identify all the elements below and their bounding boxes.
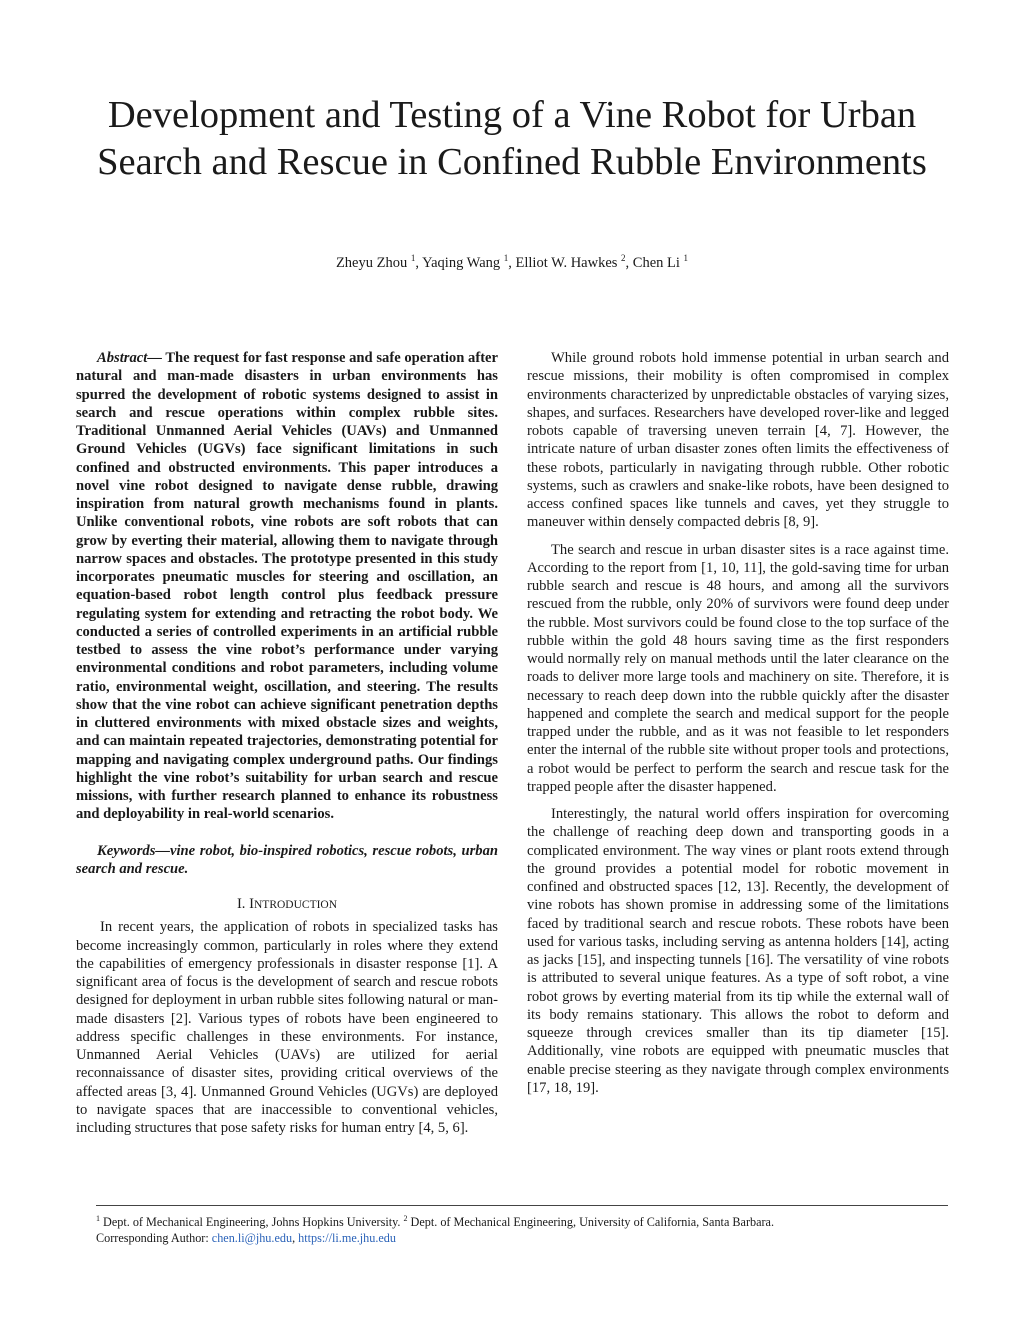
author-name: Yaqing Wang: [422, 254, 501, 271]
affiliation-mark: 1: [410, 253, 416, 263]
footnote-divider: [96, 1205, 948, 1206]
section-heading: [76, 895, 498, 914]
author-name: Chen Li: [632, 254, 680, 271]
paper-title: Development and Testing of a Vine Robot for Urban Search and Rescue in Confined Rubble Environments: [97, 94, 927, 183]
section-number: I.: [236, 896, 246, 912]
website-link[interactable]: https://li.me.jhu.edu: [298, 1231, 396, 1246]
section-title-rest: NTRODUCTION: [253, 899, 338, 911]
body-paragraph: While ground robots hold immense potential in urban search and rescue missions, their mobility is often compromised in complex environments characterized by unpredictable obstacles of varying sizes, shapes, and surfaces. Researchers have developed rover-like and legged robots capable of traversing uneven terrain [4, 7]. However, the intricate nature of urban disaster zones often limits the effectiveness of these robots, particularly in navigating through rubble. Other robotic systems, such as crawlers and snake-like robots, have been designed to access confined spaces like tunnels and caves, yet they struggle to maneuver within densely compacted debris [8, 9].: [527, 350, 949, 531]
affiliation-mark: 1: [503, 253, 509, 263]
affiliation-1: Dept. of Mechanical Engineering, Johns Hopkins University.: [103, 1215, 401, 1230]
abstract-label: Abstract: [97, 350, 148, 366]
affiliation-mark: 2: [403, 1214, 408, 1223]
author-name: Zheyu Zhou: [335, 254, 408, 271]
body-paragraph: The search and rescue in urban disaster sites is a race against time. According to the report from [1, 10, 11], the gold-saving time for urban rubble search and rescue is 48 hours, and among all the survivors rescued from the rubble, only 20% of survivors were found deep under the rubble. Most survivors could be found close to the top surface of the rubble within the gold 48 hours saving time as the first responders would normally rely on manual methods until the later clearance on the roads to deliver more large tools and machinery on site. Therefore, it is necessary to reach deep down into the rubble quickly after the disaster happened and complete the search and medical support for the people trapped under the rubble, and as it was not feasible to let responders enter the internal of the rubble site without proper tools and protections, a robot would be perfect to perform the search and rescue task for the trapped people after the disaster happened.: [527, 541, 949, 795]
corresponding-line: [96, 1230, 956, 1246]
corresponding-label: Corresponding Author:: [96, 1231, 209, 1246]
affiliation-mark: 1: [683, 253, 689, 263]
right-column: [527, 349, 949, 1097]
affiliations-line: [96, 1211, 956, 1230]
author-name: Elliot W. Hawkes: [515, 254, 618, 271]
email-link[interactable]: chen.li@jhu.edu: [211, 1231, 293, 1246]
body-paragraph: Interestingly, the natural world offers inspiration for overcoming the challenge of reaching deep down and transporting goods in a complicated environment. The way vines or plant roots extend through the ground provides a potential model for robotic movement in confined and obstructed spaces [12, 13]. Recently, the development of vine robots has shown promise in addressing some of the limitations faced by traditional search and rescue robots. These robots have been used for various tasks, including serving as antenna holders [14], acting as jacks [15], and inspecting tunnels [16]. The versatility of vine robots is attributed to several unique features. As a type of soft robot, a vine robot grows by everting material from its tip while the external wall of its body remains stationary. This allows the robot to deform and squeeze through crevices smaller than its tip diameter [15]. Additionally, vine robots are equipped with pneumatic muscles that enable precise steering as they navigate through complex environments [17, 18, 19].: [527, 806, 949, 1096]
separator: ,: [292, 1231, 296, 1246]
left-column: [76, 349, 498, 1137]
affiliation-2: Dept. of Mechanical Engineering, University of California, Santa Barbara.: [410, 1215, 775, 1230]
abstract-text: The request for fast response and safe operation after natural and man-made disasters in urban environments has spurred the development of robotic systems designed to assist in search and rescue operations within complex rubble sites. Traditional Unmanned Aerial Vehicles (UAVs) and Unmanned Ground Vehicles (UGVs) face significant limitations in such confined and obstructed environments. This paper introduces a novel vine robot designed to navigate dense rubble, drawing inspiration from natural growth mechanisms found in plants. Unlike conventional robots, vine robots are soft robots that can grow by everting their material, allowing them to navigate through narrow spaces and obstacles. The prototype presented in this study incorporates pneumatic muscles for steering and oscillation, an equation-based robot length control plus feedback pressure regulating system for extending and retracting the robot body. We conducted a series of controlled experiments in an artificial rubble testbed to assess the vine robot’s performance under varying environmental conditions and robot parameters, including volume ratio, environmental weight, oscillation, and steering. The results show that the vine robot can achieve significant penetration depths in cluttered environments with mixed obstacle sizes and weights, and can maintain repeated trajectories, demonstrating potential for mapping and navigating complex underground paths. Our findings highlight the vine robot’s suitability for urban search and rescue missions, with further research planned to enhance its robustness and deployability in real-world scenarios.: [76, 350, 499, 823]
abstract: Abstract— The request for fast response and safe operation after natural and man-made disasters in urban environments has spurred the development of robotic systems designed to assist in search and rescue operations within complex rubble sites. Traditional Unmanned Aerial Vehicles (UAVs) and Unmanned Ground Vehicles (UGVs) face significant limitations in such confined and obstructed environments. This paper introduces a novel vine robot designed to navigate dense rubble, drawing inspiration from natural growth mechanisms found in plants. Unlike conventional robots, vine robots are soft robots that can grow by everting their material, allowing them to navigate through narrow spaces and obstacles. The prototype presented in this study incorporates pneumatic muscles for steering and oscillation, an equation-based robot length control plus feedback pressure regulating system for extending and retracting the robot body. We conducted a series of controlled experiments in an artificial rubble testbed to assess the vine robot’s performance under varying environmental conditions and robot parameters, including volume ratio, environmental weight, oscillation, and steering. The results show that the vine robot can achieve significant penetration depths in cluttered environments with mixed obstacle sizes and weights, and can maintain repeated trajectories, demonstrating potential for mapping and navigating complex underground paths. Our findings highlight the vine robot’s suitability for urban search and rescue missions, with further research planned to enhance its robustness and deployability in real-world scenarios.: [76, 350, 499, 823]
affiliation-mark: 1: [96, 1214, 100, 1223]
keywords: Keywords—vine robot, bio-inspired robotics, rescue robots, urban search and rescue.: [76, 842, 498, 877]
footnote: [96, 1211, 956, 1246]
affiliation-mark: 2: [621, 253, 626, 263]
body-paragraph: In recent years, the application of robots in specialized tasks has become increasingly common, particularly in roles where they extend the capabilities of emergency professionals in disaster response [1]. A significant area of focus is the development of search and rescue robots designed for deployment in urban rubble sites following natural or man-made disasters [2]. Various types of robots have been engineered to address specific challenges in these environments. For instance, Unmanned Aerial Vehicles (UAVs) are utilized for aerial reconnaissance of disaster sites, providing critical overviews of the affected areas [3, 4]. Unmanned Ground Vehicles (UGVs) are deployed to navigate spaces that are inaccessible to conventional vehicles, including structures that pose safety risks for human entry [4, 5, 6].: [76, 919, 498, 1136]
section-first-letter: I: [249, 896, 254, 912]
author-list: Zheyu Zhou $^1$, Yaqing Wang $^1$, Elliot W. Hawkes $^2$, Chen Li $^1$: [335, 253, 689, 271]
